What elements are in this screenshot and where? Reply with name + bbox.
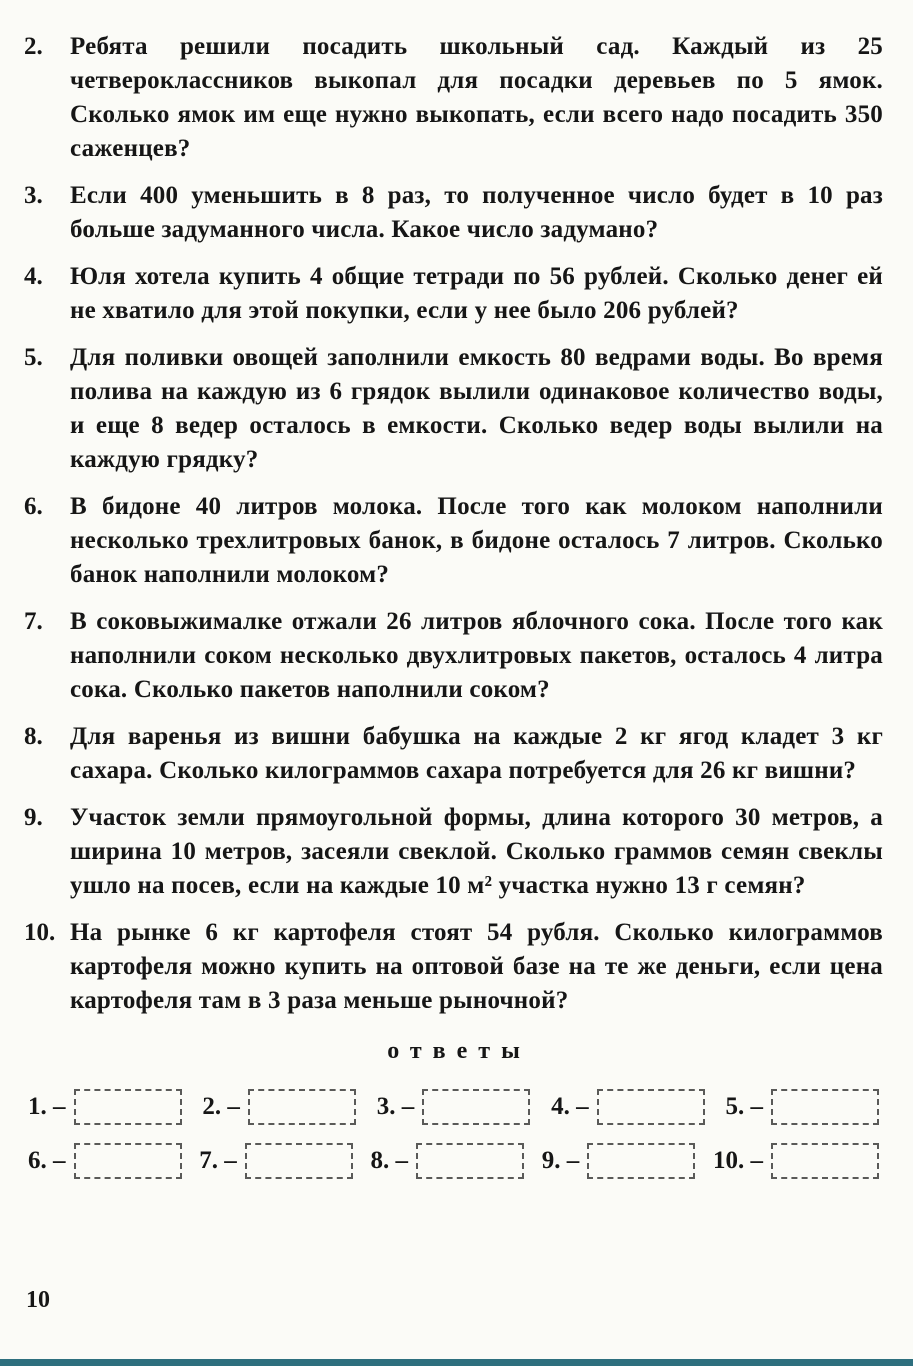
answer-label: 9. – [541,1147,580,1174]
problem-number: 8. [24,723,43,750]
problem-number: 6. [24,493,43,520]
problem-5 [24,341,883,477]
problem-number: 9. [24,804,43,831]
problem-3 [24,179,883,247]
problem-7 [24,605,883,707]
problem-text: В соковыжималке отжали 26 литров яблочного сока. После того как наполнили соком несколько двухлитровых пакетов, осталось 4 литра сока. Сколько пакетов наполнили соком? [70,608,883,703]
answer-blank-box [245,1143,353,1179]
problem-9 [24,801,883,903]
answer-blank-box [597,1089,705,1125]
problem-text: Для варенья из вишни бабушка на каждые 2 кг ягод кладет 3 кг сахара. Сколько килограммов сахара потребуется для 26 кг вишни? [70,723,883,784]
problems-list [24,30,883,1018]
answer-blank-box [771,1143,879,1179]
answer-label: 10. – [713,1147,763,1174]
problem-text: Для поливки овощей заполнили емкость 80 ведрами воды. Во время полива на каждую из 6 грядок вылили одинаковое количество воды, и еще 8 ведер осталось в емкости. Сколько ведер воды вылили на каждую грядку? [70,344,883,473]
problem-number: 7. [24,608,43,635]
answer-blank-box [587,1143,695,1179]
answer-cell-10 [713,1143,879,1179]
problem-number: 5. [24,344,43,371]
answer-cell-2 [202,1089,356,1125]
answer-blank-box [771,1089,879,1125]
answer-blank-box [74,1143,182,1179]
scan-bottom-edge [0,1359,913,1366]
answer-cell-3 [377,1089,531,1125]
problem-number: 10. [24,919,56,946]
problem-text: Если 400 уменьшить в 8 раз, то полученное число будет в 10 раз больше задуманного числа. Какое число задумано? [70,182,883,243]
problem-number: 4. [24,263,43,290]
page-number: 10 [26,1287,50,1313]
problem-10 [24,916,883,1018]
problem-text: Участок земли прямоугольной формы, длина которого 30 метров, а ширина 10 метров, засеяли свеклой. Сколько граммов семян свеклы ушло на посев, если на каждые 10 м² участка нужно 13 г семян? [70,804,883,899]
answers-row-1 [28,1089,879,1125]
answer-label: 3. – [376,1093,415,1120]
answer-cell-6 [28,1143,182,1179]
answer-cell-5 [726,1089,880,1125]
answer-label: 2. – [202,1093,240,1120]
answer-label: 5. – [725,1093,763,1120]
problem-2 [24,30,883,166]
answer-cell-9 [542,1143,696,1179]
answer-cell-1 [28,1089,182,1125]
answer-blank-box [248,1089,356,1125]
answer-label: 1. – [28,1093,66,1120]
answer-cell-7 [199,1143,353,1179]
answer-label: 7. – [199,1147,237,1174]
answers-row-2 [28,1143,879,1179]
answer-blank-box [74,1089,182,1125]
answer-label: 6. – [28,1147,66,1174]
problem-number: 2. [24,33,43,60]
answers-heading: ответы [387,1038,531,1064]
answer-label: 4. – [551,1093,589,1120]
answer-cell-4 [551,1089,705,1125]
answer-label: 8. – [370,1147,408,1174]
problem-number: 3. [24,182,43,209]
problem-text: Ребята решили посадить школьный сад. Каждый из 25 четвероклассников выкопал для посадки деревьев по 5 ямок. Сколько ямок им еще нужно выкопать, если всего надо посадить 350 саженцев? [70,33,883,162]
problem-8 [24,720,883,788]
answer-cell-8 [371,1143,525,1179]
problem-6 [24,490,883,592]
problem-4 [24,260,883,328]
answer-blank-box [416,1143,524,1179]
problem-text: Юля хотела купить 4 общие тетради по 56 рублей. Сколько денег ей не хватило для этой покупки, если у нее было 206 рублей? [70,263,883,324]
problem-text: В бидоне 40 литров молока. После того как молоком наполнили несколько трехлитровых банок, в бидоне осталось 7 литров. Сколько банок наполнили молоком? [70,493,883,588]
answer-blank-box [422,1089,530,1125]
problem-text: На рынке 6 кг картофеля стоят 54 рубля. Сколько килограммов картофеля можно купить на оптовой базе на те же деньги, если цена картофеля там в 3 раза меньше рыночной? [70,919,883,1014]
